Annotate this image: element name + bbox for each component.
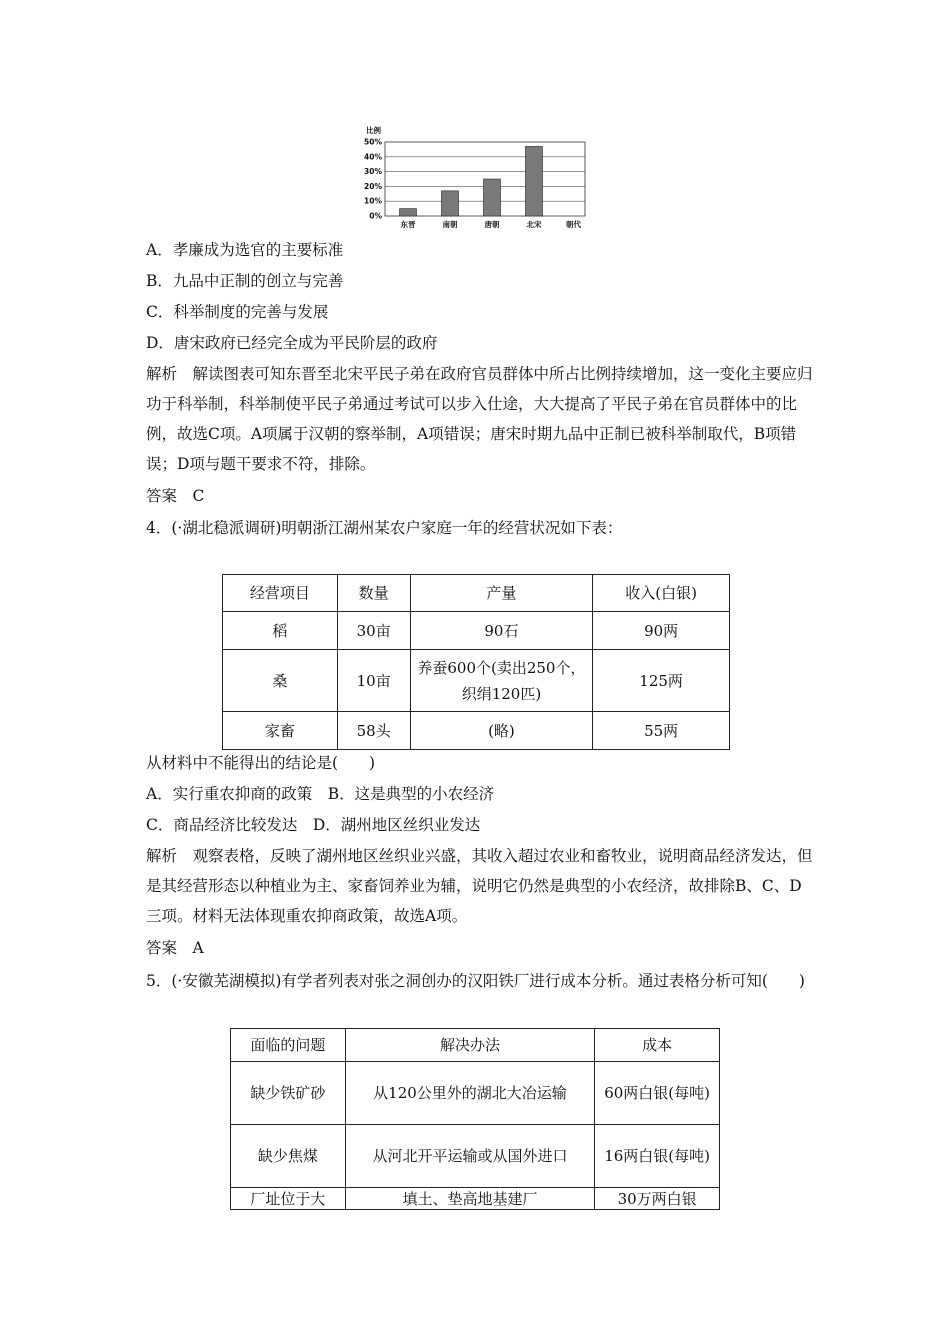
table-cell: 填土、垫高地基建厂 <box>345 1188 594 1210</box>
q3-option-c: C．科举制度的完善与发展 <box>146 303 329 321</box>
table-cell: 90石 <box>410 612 593 650</box>
y-tick-label: 50% <box>364 137 382 147</box>
table-header: 收入(白银) <box>593 575 730 612</box>
bar-1 <box>442 191 459 216</box>
y-tick-label: 0% <box>369 211 382 221</box>
q4-analysis: 解析 观察表格，反映了湖州地区丝织业兴盛，其收入超过农业和畜牧业，说明商品经济发达，但是其经营形态以种植业为主、家畜饲养业为辅，说明它仍然是典型的小农经济，故排除B、C、D三项。材料无法体现重农抑商政策，故选A项。 <box>146 847 813 925</box>
table-cell: 稻 <box>223 612 338 650</box>
y-tick-label: 20% <box>364 181 382 191</box>
table-header: 面临的问题 <box>231 1029 346 1062</box>
table-row <box>223 612 730 650</box>
q3-option-d: D．唐宋政府已经完全成为平民阶层的政府 <box>146 334 438 352</box>
bar-chart <box>360 124 600 232</box>
table-cell: 养蚕600个(卖出250个，织绢120匹) <box>410 650 593 712</box>
table-cell: 90两 <box>593 612 730 650</box>
q4-answer: 答案 A <box>146 939 204 957</box>
y-tick-label: 10% <box>364 196 382 206</box>
table-cell: 家畜 <box>223 712 338 750</box>
table-header: 成本 <box>595 1029 720 1062</box>
table-header: 产量 <box>410 575 593 612</box>
q3-option-a: A．孝廉成为选官的主要标准 <box>146 241 344 259</box>
y-tick-label: 40% <box>364 152 382 162</box>
table-cell: 缺少铁矿砂 <box>231 1062 346 1125</box>
table-cell: 30亩 <box>337 612 410 650</box>
table-cell: 125两 <box>593 650 730 712</box>
table-header-row <box>231 1029 720 1062</box>
table-header: 数量 <box>337 575 410 612</box>
table-row <box>223 650 730 712</box>
table-cell: 桑 <box>223 650 338 712</box>
x-axis-label: 朝代 <box>566 220 581 229</box>
table-row <box>231 1062 720 1125</box>
table-cell: 30万两白银 <box>595 1188 720 1210</box>
q3-analysis: 解析 解读图表可知东晋至北宋平民子弟在政府官员群体中所占比例持续增加，这一变化主要应归功于科举制，科举制使平民子弟通过考试可以步入仕途，大大提高了平民子弟在官员群体中的比例，故选C项。A项属于汉朝的察举制，A项错误；唐宋时期九品中正制已被科举制取代，B项错误；D项与题干要求不符，排除。 <box>146 365 813 473</box>
q5-stem: 5．(·安徽芜湖模拟)有学者列表对张之洞创办的汉阳铁厂进行成本分析。通过表格分析可知( ) <box>146 972 805 990</box>
q4-options-cd: C．商品经济比较发达 D．湖州地区丝织业发达 <box>146 816 481 834</box>
table-cell: 缺少焦煤 <box>231 1125 346 1188</box>
table-header: 经营项目 <box>223 575 338 612</box>
table-row <box>223 712 730 750</box>
bar-2 <box>484 179 501 216</box>
x-tick-label: 北宋 <box>526 220 542 229</box>
q4-options-ab: A．实行重农抑商的政策 B．这是典型的小农经济 <box>146 785 495 803</box>
x-tick-label: 南朝 <box>442 220 458 229</box>
table-cell: 55两 <box>593 712 730 750</box>
bar-0 <box>400 209 417 216</box>
y-axis-label: 比例 <box>366 126 381 135</box>
q3-answer: 答案 C <box>146 487 205 505</box>
x-tick-label: 东晋 <box>400 220 416 229</box>
q4-stem: 4．(·湖北稳派调研)明朝浙江湖州某农户家庭一年的经营状况如下表： <box>146 519 623 537</box>
q5-table <box>230 1028 720 1210</box>
table-cell: 厂址位于大 <box>231 1188 346 1210</box>
q3-option-b: B．九品中正制的创立与完善 <box>146 272 344 290</box>
table-header: 解决办法 <box>345 1029 594 1062</box>
y-tick-label: 30% <box>364 167 382 177</box>
table-cell: 58头 <box>337 712 410 750</box>
table-header-row <box>223 575 730 612</box>
table-row <box>231 1188 720 1210</box>
table-cell: 60两白银(每吨) <box>595 1062 720 1125</box>
table-cell: 10亩 <box>337 650 410 712</box>
table-cell: 从河北开平运输或从国外进口 <box>345 1125 594 1188</box>
bar-3 <box>526 146 543 216</box>
table-cell: (略) <box>410 712 593 750</box>
table-cell: 从120公里外的湖北大冶运输 <box>345 1062 594 1125</box>
q4-question: 从材料中不能得出的结论是( ) <box>146 754 376 772</box>
table-cell: 16两白银(每吨) <box>595 1125 720 1188</box>
x-tick-label: 唐朝 <box>484 220 500 229</box>
q4-table <box>222 574 730 750</box>
table-row <box>231 1125 720 1188</box>
